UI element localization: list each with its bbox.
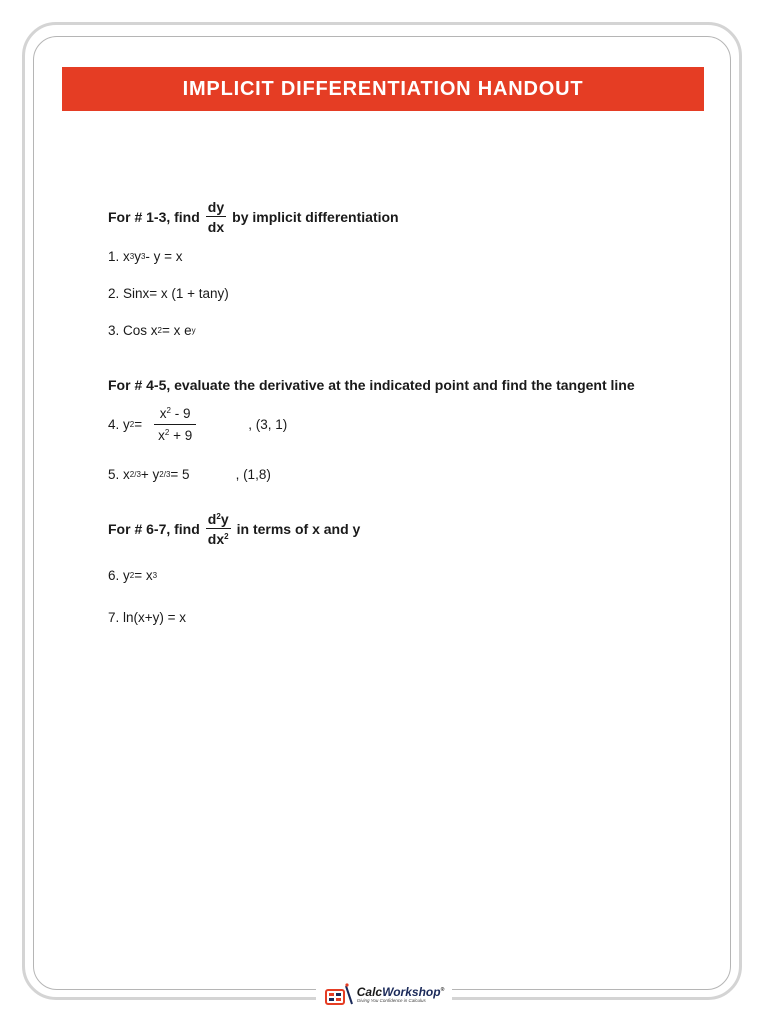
problem-2: 2. Sinx= x (1 + tany) — [108, 286, 229, 301]
page-title: IMPLICIT DIFFERENTIATION HANDOUT — [182, 77, 584, 100]
problem-5: 5. x 2/3 + y 2/3 = 5 , (1,8) — [108, 467, 271, 482]
problem-3: 3. Cos x 2 = x e y — [108, 323, 196, 338]
title-banner — [62, 67, 704, 111]
logo-text: CalcWorkshop® Giving You Confidence in Calculus — [356, 985, 445, 1004]
problem-6: 6. y 2 = x 3 — [108, 568, 158, 583]
section-1-tail: by implicit differentiation — [232, 209, 399, 225]
problem-4-point: , (3, 1) — [248, 417, 288, 432]
problem-7: 7. ln(x+y) = x — [108, 610, 187, 625]
problem-4-fraction: $\frac{x^2 - 9}{x^2 + 9}$ — [154, 407, 196, 442]
logo-tagline: Giving You Confidence in Calculus — [356, 998, 426, 1004]
section-1-lead: For # 1-3, find — [108, 209, 200, 225]
calcworkshop-logo — [316, 978, 452, 1012]
section-2-heading: For # 4-5, evaluate the derivative at the indicated point and find the tangent line — [108, 377, 635, 393]
problem-1: 1. x 3 y 3 - y = x — [108, 249, 183, 264]
fraction-denominator: dx — [206, 216, 226, 234]
d2y-dx2-fraction: $\frac{d^2y}{dx^2}$ — [207, 511, 229, 547]
problem-5-point: , (1,8) — [235, 467, 271, 482]
problem-4: 4. y 2 = $\frac{x^2 - 9}{x^2 + 9}$ , (3, 1) — [108, 406, 288, 443]
dy-dx-fraction — [206, 200, 226, 234]
fraction-numerator: dy — [207, 199, 225, 215]
section-3-heading: For # 6-7, find $\frac{d^2y}{dx^2}$ in terms of x and y — [108, 511, 361, 547]
section-1-heading — [108, 200, 399, 234]
calculator-logo-icon — [324, 982, 354, 1008]
